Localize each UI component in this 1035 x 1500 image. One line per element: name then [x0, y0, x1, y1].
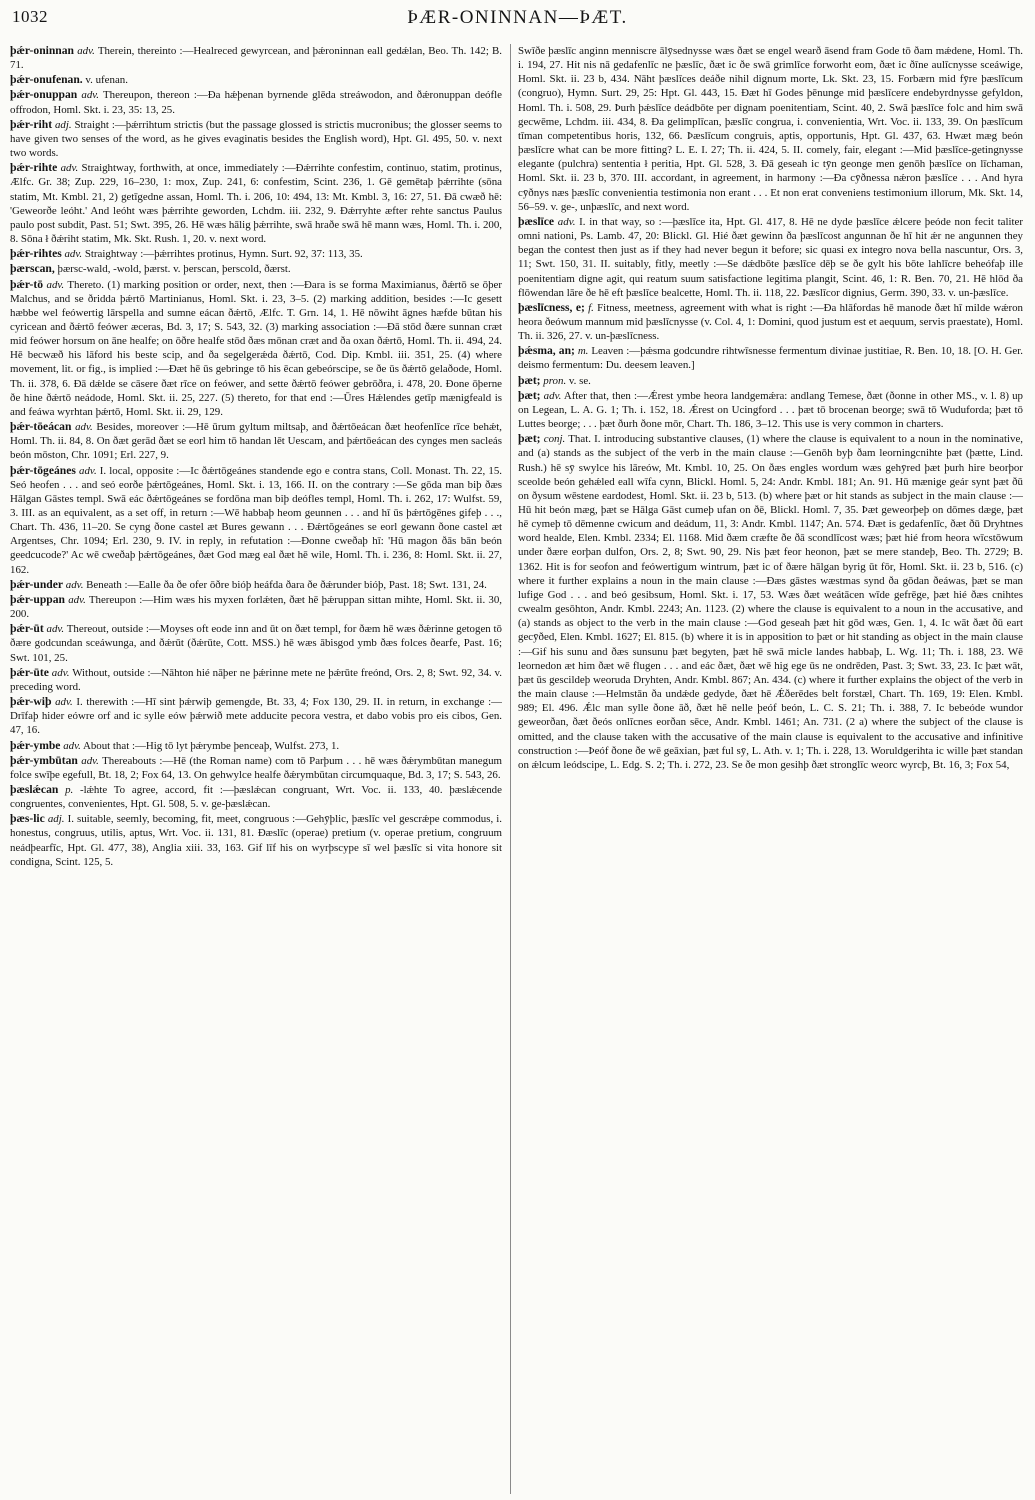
entry-text: Beneath :—Ealle ða ðe ofer ōðre bióþ heáfda ðara ðe ðǽrunder bióþ, Past. 18; Swt. 131, 24.: [86, 578, 487, 591]
dictionary-entry: [10, 464, 502, 577]
headword: þǽr-rihtes: [10, 247, 62, 261]
headword: þæs-lic: [10, 812, 45, 826]
entry-text: Thereupon, thereon :—Ða hǽþenan byrnende glēda streáwodon, and ðǽronuppan deófle offrodon, Homl. Skt. i. 23, 35: 13, 25.: [10, 89, 502, 116]
headword: þǽr-oninnan: [10, 44, 75, 57]
entry-text: Fitness, meetness, agreement with what is right :—Ða hlāfordas hē manode ðæt hī milde wǽron heora ðeówum mannum mid þæslīcnysse (v. Col. 4, 1: Domini, quod justum est et aequum, servis praestate), Homl. Th. ii. 326, 27. v. un-þæslīcness.: [518, 301, 1023, 343]
dictionary-entry: [518, 389, 1023, 431]
headword: þǽr-ymbūtan: [10, 753, 78, 767]
entry-text: v. ufenan.: [85, 74, 128, 87]
entry-text: Without, outside :—Nāhton hié nāþer ne þǽrinne mete ne þǽrūte freónd, Ors. 2, 8; Swt. 92, 34. v. preceding word.: [10, 666, 502, 693]
grammar-label: adv.: [81, 754, 99, 767]
entry-text: Straightway :—þǽrrihtes protinus, Hymn. Surt. 92, 37: 113, 35.: [84, 248, 363, 261]
headword: þǽr-onufenan.: [10, 73, 83, 87]
entry-text: v. se.: [568, 374, 591, 387]
dictionary-entry: [10, 278, 502, 420]
headword: þæslǽcan: [10, 782, 59, 796]
headword: þæt;: [518, 388, 541, 402]
entry-text: Besides, moreover :—Hē ūrum gyltum miltsaþ, and ðǽrtōeácan ðæt heofenlīce rīce behǽt, Homl. Th. ii. 84, 8. On ðæt gerād ðæt se eorl him tō handan lēt Uescam, and þǽrtōeácan des cynges men sacleás beón mōston, Chr. 1091; Erl. 227, 9.: [10, 421, 502, 462]
grammar-label: adv.: [81, 89, 100, 102]
entry-text: þærsc-wald, -wold, þærst. v. þerscan, þerscold, ðærst.: [57, 263, 291, 276]
page-number: 1032: [12, 7, 48, 26]
dictionary-entry: [10, 44, 502, 72]
entry-text: I. suitable, seemly, becoming, fit, meet, congruous :—Gehȳþlic, þæslīc vel gescrǽpe commodus, i. honestus, congruus, utilis, aptus, Wrt. Voc. ii. 131, 81. Ðæslīc (operae) pretium (v. operae pretium, congruum neádþearfīc, Hpt. Gl. 477, 38), Anglia xiii. 33, 163. Gif līf his on wyrþscype sī wel þæslīc si vita honore sit condigna, Scint. 125, 5.: [10, 813, 502, 868]
grammar-label: adv.: [557, 215, 576, 228]
grammar-label: adv.: [79, 464, 97, 477]
dictionary-entry: [518, 301, 1023, 343]
entry-text: Thereout, outside :—Moyses oft eode inn and ūt on ðæt templ, for ðæm hē wæs ðǽrinne getogen tō ðære godcundan sceáwunga, and ðǽrūt (ðǽrūte, Cott. MSS.) hē wæs ābisgod ymb ðæs folces ðearfe, Past. 16; Swt. 101, 25.: [10, 623, 502, 664]
headword: þǽr-riht: [10, 117, 53, 131]
grammar-label: adv.: [75, 421, 93, 434]
grammar-label: adv.: [77, 45, 95, 57]
entry-text: Straightway, forthwith, at once, immediately :—Ðǽrrihte confestim, continuo, statim, protinus, Ælfc. Gr. 38; Zup. 229, 16–230, 1: mox, Zup. 241, 6: confestim, Scint. 236, 1. Gē gemētaþ þǽrrihte (sōna statim, Mt. Kmbl. 21, 2) getīgedne assan, Homl. Th. i. 206, 10: 494, 13: Mt. Kmbl. 3, 16: 27, 51. Ðā cwæð hē: 'Geweorðe leóht.' And leóht wæs þǽrrihte geworden, Lchdm. iii. 232, 9. Ðǽrryhte æfter rehte sanctus Paulus paulo post subdit, Past. 51; Swt. 395, 26. Hē wæs hālig þǽrrihte, swā hraðe swā hē mann wæs, Homl. Th. i. 200, 8. Sōna ł ðǽriht statim, Mk. Skt. Rush. 1, 20. v. next word.: [10, 162, 502, 246]
entry-text: That. I. introducing substantive clauses, (1) where the clause is equivalent to a noun in the nominative, and (a) stands as the subject of the verb in the main clause :—Genōh byþ ðam leorningcnihte þæt (þætte, Lind. Rush.) hē sȳ swylce his lāreów, Mt. Kmbl. 10, 25. On ðæs engles wordum wæs gehȳred þæt þurh hire beorþor sceolde beón gehǽled eall wīfa cynn, Blickl. Homl. 5, 24: Andr. Kmbl. 181; An. 91. Hū mænige geár synt þæt ðū on ðysum wēstene eardodest, Homl. Skt. ii. 23 b, 513. (b) where þæt or hit stands as subject in the main clause :—Hū hit beón mæg, þæt se Hālga Gāst cumeþ ufan on ðē, Blickl. Homl. 7, 35. Þæt geweorþeþ on dōmes dæge, þæt hē cymeþ tō dēmenne cwicum and deádum, 11, 3: Andr. Kmbl. 1147; An. 574. Ðæt is gedafenlīc, ðæt ðū Dryhtnes word healde, Elen. Kmbl. 2334; El. 1168. Mid ðæm cræfte ðe ðā scondlīcost wæs; þæt hié from heora wīcstōwum under ðære eorþan dulfon, Ors. 2, 8; Swt. 90, 29. Nis þæt feor heonon, þæt se mere standeþ, Beo. Th. 2729; B. 1362. Hit is for seofon and feówertigum wintrum, þæt ic of ðære hālgan byrig ūt fōr, Homl. Skt. ii. 23 b, 516. (c) where it further explains a noun in the main clause :—Ðæs gāstes wæstmas synd ða gōdan ðeáwas, þæt se man lufige God . . . and beó gesibsum, Homl. Skt. i. 17, 53. Wæs ðæt weátācen wīde gefrēge, þæt hié ðæs cnihtes cwealm gesōhton, Andr. Kmbl. 2243; An. 1123. (2) where the clause is equivalent to a noun in the accusative, and (a) stands as object to the verb in the main clause :—God geseah þæt hit gōd wæs, Gen. 1, 4. Ic wāt ðæt ðū eart gecȳðed, Elen. Kmbl. 1627; El. 815. (b) where it is in apposition to þæt or hit standing as object in the main clause :—Gif his sunu and ðæs sunsunu þæt begyten, þæt hē swā micle landes habbaþ, L. Wg. 11; Th. i. 188, 23. Wē leornedon æt him ðæt wē flugen . . . and eác ðæt, ðæt wē hig ege ūs ne ondrēden, Past. 3; Swt. 33, 23. Ic þæt wāt, þæt ūs gescildeþ weoruda Dryhten, Andr. Kmbl. 867; An. 434. (c) where it further explains the object of the verb in the main clause :—Helmstān ða undǽde gedyde, ðæt hē Ǽðerēdes belt forstæl, Chart. Th. 169, 19: Elen. Kmbl. 989; El. 496. Ǽlc man sylle ðone āð, ðæt hē nelle þeóf beón, L. C. S. 21; Th. i. 388, 7. Ic bebeóde wundor geweorðan, ðæt ðeós onlīcnes eorðan sēce, Andr. Kmbl. 1461; An. 731. (2 a) where the subject of the clause is omitted, and the clause taken with the accusative of the main clause is equivalent to the accusative and infinitive construction :—Þeóf ðone ðe wē geāxian, þæt ful sȳ, L. Ath. v. 1; Th. i. 228, 13. Woruldgerihta ic wille þæt standan on ǽlcum leódscipe, L. Edg. S. 2; Th. i. 272, 23. Se ðe mon gesihþ ðæt stronglīc weorc wyrcþ, Bt. 16, 3; Fox 54,: [518, 433, 1023, 771]
headword: þǽr-ymbe: [10, 738, 61, 752]
grammar-label: adv.: [65, 578, 84, 591]
grammar-label: adv.: [60, 162, 79, 175]
headword: þærscan,: [10, 262, 55, 276]
dictionary-entry: [10, 262, 502, 276]
headword: þǽr-uppan: [10, 592, 65, 606]
dictionary-entry: [10, 666, 502, 694]
headword: þæslīce: [518, 214, 555, 228]
dictionary-entry: [10, 161, 502, 246]
entry-text: Thereto. (1) marking position or order, next, then :—Ðara is se forma Maximianus, ðǽrtō se ōþer Malchus, and se ðridda þǽrtō Martinianus, Homl. Skt. i. 23, 3–5. (2) marking addition, besides :—Ic gesett hæbbe wel feówertig lārspella and sumne eácan ðǽrtō, Ælfc. T. Grn. 14, 1. Hē nōwiht āgnes hæfde būtan his cyricean and ðǽrtō feówer æceras, Bd. 3, 17; S. 543, 32. (3) marking association :—Ðā stōd ðære sunnan cræt mid feówer horsum on āne healfe; on ōðre healfe stōd ðæs mōnan cræt and ða oxan ðǽrtō, Homl. Th. ii. 494, 24. Hē becwæð his lāford his beste scip, and ða segelgerǽda ðǽrtō, Cod. Dip. Kmbl. iii. 351, 25. (4) where movement, lit. or fig., is implied :—Ðæt hē ūs gebringe tō his ēcan gebeórscipe, se ðe ūs ðǽrtō gelaðode, Homl. Th. ii. 378, 6. Ðā dǽlde se cāsere ðæt rīce on feówer, and sette ðǽrtō feówer gebrōðra, i. 478, 20. Ðone ōþerne ðe hine ðǽrtō neádode, Homl. Skt. ii. 25, 227. (5) thereto, for that end :—Ūres Hǽlendes getīp mænigfeald is and feáwa wyrhtan þǽrtō, Homl. Skt. ii. 29, 129.: [10, 278, 502, 418]
headword: þǽsma, an;: [518, 344, 575, 358]
headword: þǽr-ūt: [10, 622, 44, 636]
dictionary-entry: [10, 420, 502, 462]
headword: þǽr-under: [10, 577, 64, 591]
headword: þæslīcness, e;: [518, 300, 585, 314]
grammar-label: adv.: [46, 623, 65, 636]
dictionary-entry: [10, 73, 502, 87]
grammar-label: adv.: [55, 696, 73, 709]
entry-text: I. therewith :—Hī sint þǽrwiþ gemengde, Bt. 33, 4; Fox 130, 29. II. in return, in exchange :—Drīfaþ hider eówre orf and ic sylle eów þǽrwið mete adducite pecora vestra, et dabo vobis pro eis cibos, Gen. 47, 16.: [10, 696, 502, 737]
grammar-label: f.: [588, 301, 594, 314]
left-column: [10, 44, 502, 1490]
grammar-label: adj.: [54, 118, 72, 131]
grammar-label: adv.: [63, 739, 81, 752]
grammar-label: adv.: [64, 248, 83, 261]
entry-text: About that :—Hig tō lyt þǽrymbe þenceaþ, Wulfst. 273, 1.: [82, 739, 340, 752]
entry-text: Leaven :—þǽsma godcundre rihtwīsnesse fermentum divinae justitiae, R. Ben. 10, 18. [O. H. Ger. deismo fermentum: Du. deesem leaven.]: [518, 345, 1023, 372]
running-head: ÞÆR-ONINNAN—ÞÆT.: [407, 7, 628, 28]
dictionary-entry: [518, 432, 1023, 772]
headword: þæt;: [518, 432, 541, 446]
headword: þǽr-wiþ: [10, 695, 52, 709]
dictionary-entry: [10, 812, 502, 869]
entry-text: Therein, thereinto :—Healreced gewyrcean, and þǽroninnan eall gedǽlan, Beo. Th. 142; B. 71.: [10, 45, 502, 72]
grammar-label: adj.: [47, 813, 65, 826]
grammar-label: adv.: [51, 666, 70, 679]
entry-text: I. in that way, so :—þæslīce ita, Hpt. Gl. 417, 8. Hē ne dyde þæslīce ǽlcere þeóde non fecit taliter omni nationi, Ps. Lamb. 47, 20: Blickl. Gl. Hié ðæt gewinn ða þæslīcost angunnan ðe hī hit ǽr ne angunnen they began the contest then just as if they had never begun it before; sic quasi ex integro nova bella nascuntur, Ors. 3, 11; Swt. 150, 31. II. suitably, fitly, meetly :—Se dǽdbōte þæslīce dēþ se ðe gylt his bōte lahlīcre beheófaþ ille poenitentiam digne agit, qui reatum suum satisfactione legitima plangit, Scint. 46, 1: R. Ben. 70, 21. Hē hlōd ða flōwendan lāre ðe hē eft þæslīce bealcette, Homl. Th. ii. 118, 22. Þæslīcor dignius, Germ. 390, 33. v. un-þæslīce.: [518, 215, 1023, 299]
dictionary-entry: [10, 739, 502, 753]
headword: þǽr-tōeácan: [10, 420, 72, 434]
dictionary-entry: [518, 344, 1023, 372]
headword: þǽr-rihte: [10, 161, 58, 175]
dictionary-entry: [10, 118, 502, 160]
dictionary-entry: [10, 247, 502, 261]
dictionary-entry: [518, 44, 1023, 214]
entry-text: Swīðe þæslīc anginn menniscre ālȳsednysse wæs ðæt se engel wearð āsend fram Gode tō ðam mǽdene, Homl. Th. i. 194, 27. Hit nis nā gedafenlīc ne þæslīc, ðæt ic ðe swā grimlīce forworht eom, ðæt ic ðīne aulīcnysse sceáwige, Homl. Skt. ii. 23 b, 434. Nāht þæslīces deáðe nihil dignum morte, Lk. Skt. 23, 15. Forbærn mid fȳre þæslīcum (congruo), Hymn. Surt. 29, 25: Hpt. Gl. 443, 15. Ðæt hī Godes þēnunge mid þæslīcere endebyrdnysse gefyldon, Homl. Th. i. 508, 29. Þurh þǽslīce deádbōte per dignam poenitentiam, Scint. 40, 2. Swā þæslīce folc and him swā gecwēme, Lchdm. iii. 434, 8. Ða gelimplīcan, þæslīc congrua, i. convenientia, Wrt. Voc. ii. 133, 39. On þæslīcum tīman competentibus horis, 132, 66. Þæslīcum congruis, aptis, opportunis, Hpt. Gl. 437, 63. Hwæt mæg beón þæslīcre what can be more fitting? L. E. I. 27; Th. ii. 424, 5. II. comely, fair, elegant :—Mid þæslīce-getingnysse elegante (pulchra) sententia ł peritia, Hpt. Gl. 528, 3. Ðā geseah ic tȳn geonge men genōh þæslīce on līchaman, Homl. Skt. ii. 23 b, 370. III. accordant, in agreement, in harmony :—Ða cȳðnessa nǽron þæslīce . . . And hyra cȳðnys næs þæslīc convenientia testimonia non erant . . . Et non erat conveniens testimonium illorum, Mk. Skt. 14, 56–59. v. ge-, unþæslīc, and next word.: [518, 45, 1023, 213]
dictionary-entry: [10, 695, 502, 737]
grammar-label: adv.: [46, 278, 65, 291]
grammar-label: adv.: [543, 389, 562, 402]
dictionary-entry: [10, 88, 502, 116]
column-divider: [510, 44, 511, 1494]
grammar-label: conj.: [543, 433, 566, 446]
dictionary-entry: [518, 374, 1023, 388]
page-header: [0, 0, 1035, 40]
dictionary-entry: [10, 622, 502, 664]
dictionary-entry: [10, 783, 502, 811]
headword: þæt;: [518, 373, 541, 387]
grammar-label: p.: [65, 783, 74, 796]
dictionary-entry: [10, 578, 502, 592]
entry-text: I. local, opposite :—Ic ðǽrtōgeánes standende ego e contra stans, Coll. Monast. Th. 22, 15. Seó heofen . . . and seó eorðe þǽrtōgeánes, Homl. Skt. i. 13, 166. II. on the contrary :—Se gōda man biþ ðæs Hālgan Gāstes templ. Swā eác ðǽrtōgeánes se fordōna man biþ deófles templ, Homl. Th. i. 262, 17: Wulfst. 59, 3. III. as an equivalent, as a set off, in return :—Wē habbaþ heom geunnen . . . and hī ūs þǽrtōgēnes gifeþ . . ., Chart. Th. 436, 11–20. Se cyng ðone castel æt Bures gewann . . . Ðǽrtōgeánes se eorl gewann ðone castel æt Argentses, Chr. 1094; Erl. 230, 9. IV. in reply, in refutation :—Ðonne cweðaþ hī: 'Hū magon ðās bān beón geedcucode?' Ac wē cweðaþ þǽrtōgeánes, ðæt God mæg eal ðæt hē wile, Homl. Th. i. 236, 8: Homl. Skt. ii. 27, 162.: [10, 464, 502, 576]
headword: þǽr-onuppan: [10, 88, 78, 102]
entry-text: -lǽhte To agree, accord, fit :—þæslǽcan congruant, Wrt. Voc. ii. 133, 40. þæslǽcende congruentes, convenientes, Hpt. Gl. 508, 5. v. ge-þæslǽcan.: [10, 783, 502, 811]
entry-text: Straight :—þǽrrihtum strictis (but the passage glossed is strictis mucronibus; the glosser seems to have given two senses of the word, as he gives evaginatis besides the English word), Hpt. Gl. 495, 50. v. next two words.: [10, 118, 502, 160]
right-column: [518, 44, 1023, 1490]
dictionary-entry: [10, 593, 502, 621]
dictionary-entry: [518, 215, 1023, 300]
headword: þǽr-tōgeánes: [10, 463, 76, 477]
grammar-label: pron.: [543, 374, 567, 387]
entry-text: After that, then :—Ǽrest ymbe heora landgemǽra: andlang Temese, ðæt (ðonne in other MS., v. l. 8) up on Legean, L. A. G. 1; Th. i. 152, 18. Ǽrest on Ucingford . . . þæt tō brocenan beorge; swā tō Wuduforda; þæt tō Luttes beorge; . . . þæt ðurh ðone mōr, Chart. Th. 186, 3–12. This use is very common in charters.: [518, 389, 1023, 431]
entry-text: Thereabouts :—Hē (the Roman name) com tō Parþum . . . hē wæs ðǽrymbūtan manegum folce swīþe egefull, Bt. 18, 2; Fox 64, 13. On gehwylce healfe ðǽrymbūtan circumquaque, Bd. 3, 17; S. 543, 26.: [10, 754, 502, 781]
entry-text: Thereupon :—Him wæs his myxen forlǽten, ðæt hē þǽruppan sittan mihte, Homl. Skt. ii. 30, 200.: [10, 593, 502, 621]
headword: þǽr-ūte: [10, 665, 49, 679]
grammar-label: adv.: [68, 593, 86, 606]
dictionary-entry: [10, 754, 502, 782]
grammar-label: m.: [577, 345, 589, 358]
headword: þǽr-tō: [10, 277, 44, 291]
